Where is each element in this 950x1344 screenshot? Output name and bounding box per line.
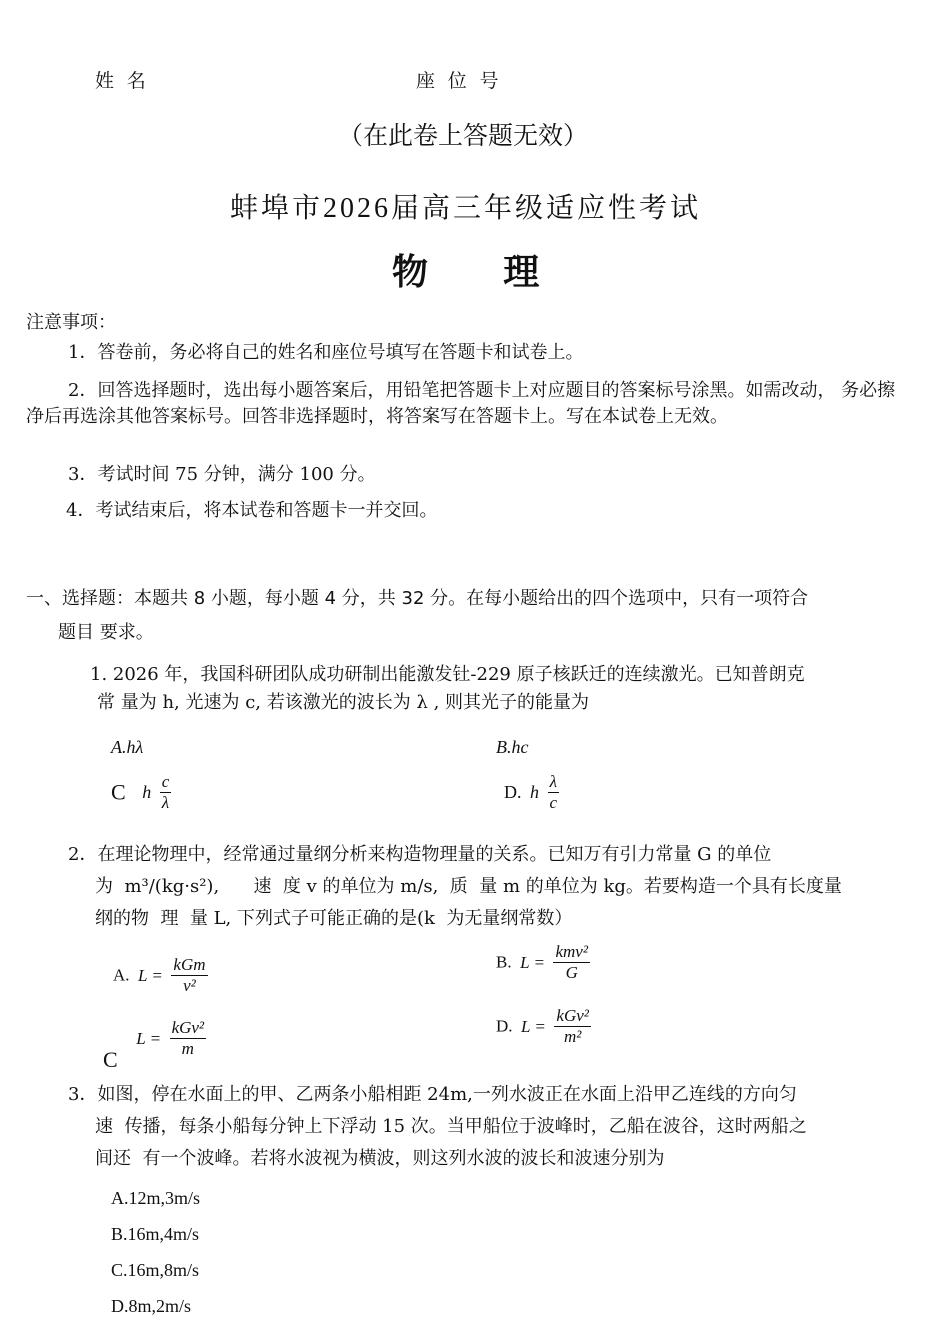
q2-option-d-num: kGv² (556, 1006, 589, 1025)
q2-option-b-den: G (565, 963, 578, 982)
q2-option-d-lhs: L = (521, 1016, 546, 1036)
q2-option-c-lhs: L = (136, 1028, 162, 1048)
q2-option-b-num: kmv² (555, 942, 588, 961)
q3-option-b: B.16m,4m/s (111, 1224, 200, 1244)
q3-option-a: A.12m,3m/s (111, 1188, 201, 1208)
q2-option-c-num: kGv² (171, 1018, 205, 1037)
notice-item-1: 1．答卷前，务必将自己的姓名和座位号填写在答题卡和试卷上。 (68, 342, 584, 363)
q2-option-b-fraction (553, 942, 589, 983)
q1-option-d-num: λ (549, 772, 557, 791)
q2-option-c-den: m (181, 1039, 194, 1058)
notice-item-2: 2．回答选择题时，选出每小题答案后，用铅笔把答题卡上对应题目的答案标号涂黑。如需改动， 务必擦净后再选涂其他答案标号。回答非选择题时，将答案写在答题卡上。写在本试卷上无效。 (26, 380, 896, 427)
q2-option-c-label: C (103, 1046, 118, 1072)
q2-option-a-num: kGm (173, 955, 206, 974)
q1-option-d (504, 772, 559, 813)
q3-option-c: C.16m,8m/s (111, 1260, 200, 1280)
q3-line3: 间还 有一个波峰。若将水波视为横波，则这列水波的波长和波速分别为 (95, 1148, 665, 1169)
q1-option-d-fraction (548, 772, 560, 813)
q2-line2: 为 m³/(kg·s²), 速 度 v 的单位为 m/s, 质 量 m 的单位为 kg。若要构造一个具有长度量 (95, 876, 842, 897)
q2-line3: 纲的物 理 量 L, 下列式子可能正确的是(k 为无量纲常数） (95, 908, 573, 929)
q2-option-d-label: D. (496, 1016, 513, 1036)
section1-heading-line1: 一、选择题：本题共 8 小题，每小题 4 分，共 32 分。在每小题给出的四个选项中，只有一项符合 (26, 588, 809, 609)
q1-option-a: A.hλ (111, 737, 144, 757)
q2-option-b-label: B. (496, 952, 512, 972)
name-label: 姓 名 (95, 71, 150, 92)
seat-label: 座 位 号 (416, 71, 503, 92)
q2-option-d-den: m² (563, 1027, 582, 1046)
q2-option-c-fraction (170, 1018, 206, 1059)
q1-option-c-den: λ (161, 793, 170, 812)
notice-item-4: 4．考试结束后，将本试卷和答题卡一并交回。 (66, 500, 438, 521)
q1-option-d-label: D. (504, 782, 522, 802)
q2-option-b-lhs: L = (520, 952, 545, 972)
q2-option-b (496, 942, 590, 983)
subject-title: 物 理 (392, 252, 540, 293)
q2-option-c (103, 1018, 206, 1072)
q2-option-a (113, 955, 208, 996)
q1-option-c (111, 772, 171, 813)
section1-heading-line2: 题目 要求。 (58, 622, 154, 643)
q1-option-c-fraction (160, 772, 172, 813)
exam-title: 蚌埠市2026届高三年级适应性考试 (230, 193, 702, 224)
q3-option-d: D.8m,2m/s (111, 1296, 192, 1316)
q1-option-d-coef: h (530, 782, 539, 802)
q3-line1: 3．如图，停在水面上的甲、乙两条小船相距 24m,一列水波正在水面上沿甲乙连线的方向匀 (68, 1084, 797, 1105)
q1-option-c-label: C (111, 779, 126, 805)
q1-option-c-num: c (161, 772, 170, 791)
invalid-note: （在此卷上答题无效） (338, 121, 589, 150)
q2-option-a-label: A. (113, 965, 130, 985)
q2-option-a-den: v² (183, 976, 196, 995)
q2-option-d-fraction (554, 1006, 590, 1047)
q3-line2: 速 传播，每条小船每分钟上下浮动 15 次。当甲船位于波峰时，乙船在波谷，这时两船之 (95, 1116, 807, 1137)
notice-item-3: 3．考试时间 75 分钟，满分 100 分。 (68, 464, 376, 485)
q2-line1: 2．在理论物理中，经常通过量纲分析来构造物理量的关系。已知万有引力常量 G 的单位 (68, 844, 772, 865)
q1-option-b: B.hc (496, 737, 529, 757)
q2-option-d (496, 1006, 591, 1047)
q2-option-a-fraction (171, 955, 207, 996)
q2-option-a-lhs: L = (138, 965, 163, 985)
q1-option-c-coef: h (142, 782, 152, 802)
notice-heading: 注意事项： (26, 312, 116, 333)
q1-line1: 1. 2026 年，我国科研团队成功研制出能激发钍-229 原子核跃迁的连续激光。已知普朗克 (90, 664, 805, 685)
q1-line2: 常 量为 h, 光速为 c, 若该激光的波长为 λ , 则其光子的能量为 (97, 692, 590, 713)
q1-option-d-den: c (549, 793, 558, 812)
